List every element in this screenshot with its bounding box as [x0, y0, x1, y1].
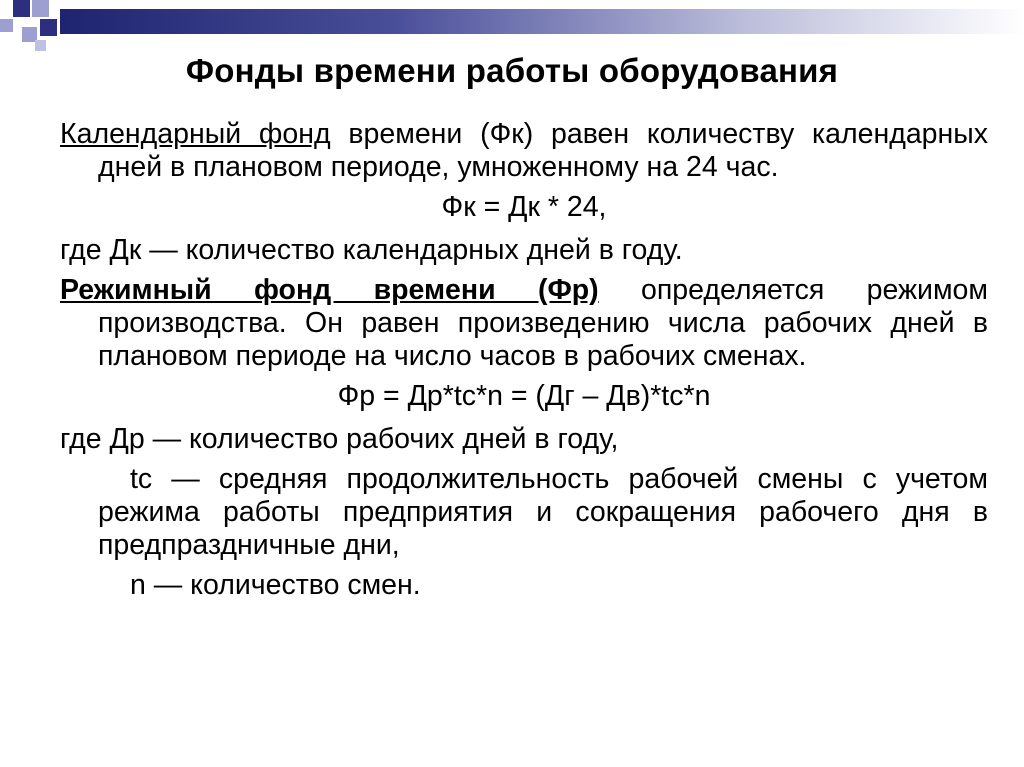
decor-square: [0, 19, 13, 32]
slide-body: [60, 118, 988, 609]
paragraph-regime-fund: [60, 274, 988, 373]
paragraph-dr-definition: где Др — количество рабочих дней в году,: [60, 423, 619, 455]
paragraph-dk-definition: где Дк — количество календарных дней в году.: [60, 234, 683, 266]
decor-square: [32, 0, 49, 17]
paragraph-text: tc — средняя продолжительность рабочей смены с учетом режима работы предприятия и сокращения рабочего дня в предпраздничные дни,: [98, 463, 988, 561]
paragraph-n-definition: [60, 569, 988, 602]
decor-square: [40, 19, 57, 36]
formula-regime: Фр = Др*tc*n = (Дг – Дв)*tc*n: [337, 380, 711, 412]
decor-square: [35, 40, 46, 51]
paragraph-text: определяется режимом производства. Он равен произведению числа рабочих дней в плановом периоде на число часов в рабочих сменах.: [98, 274, 989, 372]
decor-square: [13, 0, 30, 17]
paragraph-text: времени (Фк) равен количеству календарных дней в плановом периоде, умноженному на 24 час.: [98, 118, 989, 183]
term-regime-fund: Режимный фонд времени (Фр): [60, 274, 599, 306]
header-band: [60, 9, 1024, 34]
paragraph-calendar-fund: [60, 118, 988, 184]
formula-calendar: Фк = Дк * 24,: [441, 191, 607, 223]
slide-title: Фонды времени работы оборудования: [185, 52, 839, 89]
term-calendar-fund: Календарный фонд: [60, 118, 331, 150]
paragraph-tc-definition: [60, 463, 988, 562]
paragraph-text: n — количество смен.: [130, 569, 421, 601]
